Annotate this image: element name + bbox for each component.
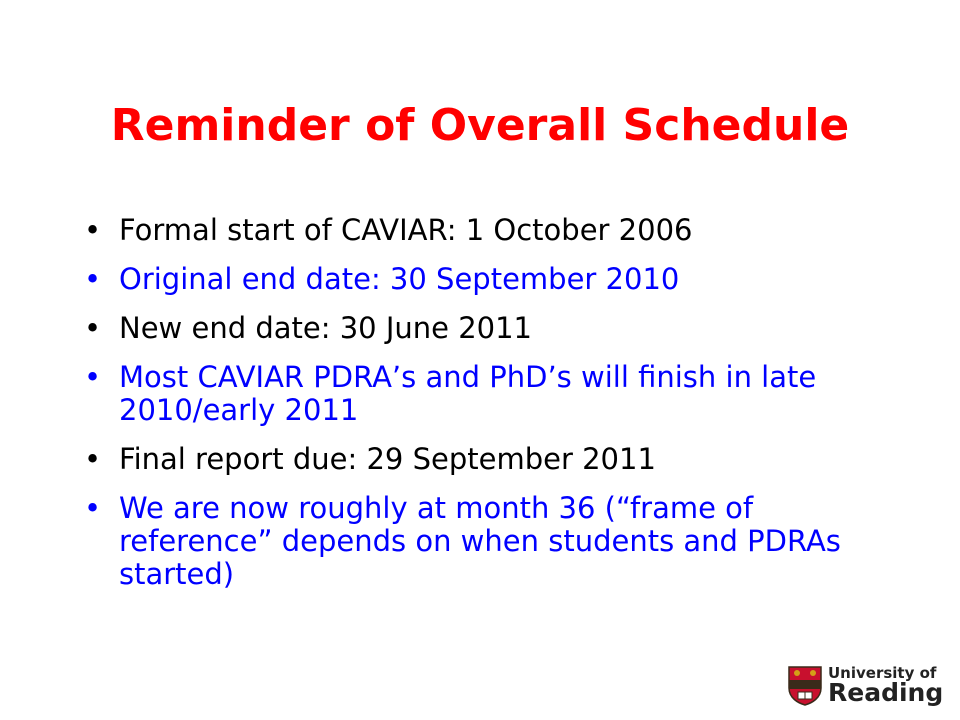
crest-icon xyxy=(788,666,822,706)
bullet-item xyxy=(84,263,884,296)
bullet-item xyxy=(84,312,884,345)
crest-band xyxy=(789,680,821,689)
slide-title: Reminder of Overall Schedule xyxy=(110,100,850,151)
university-logo xyxy=(788,662,948,712)
bullet-text: New end date: 30 June 2011 xyxy=(119,311,532,345)
logo-line-2: Reading xyxy=(828,678,944,707)
bullet-glyph: • xyxy=(84,442,102,476)
crest-dot-left xyxy=(794,670,800,676)
bullet-text: Most CAVIAR PDRA’s and PhD’s will finish in late 2010/early 2011 xyxy=(119,360,817,427)
bullet-item xyxy=(84,492,884,591)
bullet-glyph: • xyxy=(84,262,102,296)
bullet-text: Original end date: 30 September 2010 xyxy=(119,262,680,296)
bullet-item xyxy=(84,214,884,247)
bullet-glyph: • xyxy=(84,311,102,345)
logo-line-1: University of xyxy=(828,664,937,682)
crest-dot-right xyxy=(810,670,816,676)
bullet-text: Final report due: 29 September 2011 xyxy=(119,442,656,476)
bullet-text: Formal start of CAVIAR: 1 October 2006 xyxy=(119,213,693,247)
bullet-list xyxy=(84,214,884,607)
bullet-text: We are now roughly at month 36 (“frame of reference” depends on when students and PDRAs started) xyxy=(119,491,841,591)
bullet-glyph: • xyxy=(84,213,102,247)
bullet-glyph: • xyxy=(84,360,102,394)
bullet-item xyxy=(84,361,884,427)
bullet-item xyxy=(84,443,884,476)
bullet-glyph: • xyxy=(84,491,102,525)
